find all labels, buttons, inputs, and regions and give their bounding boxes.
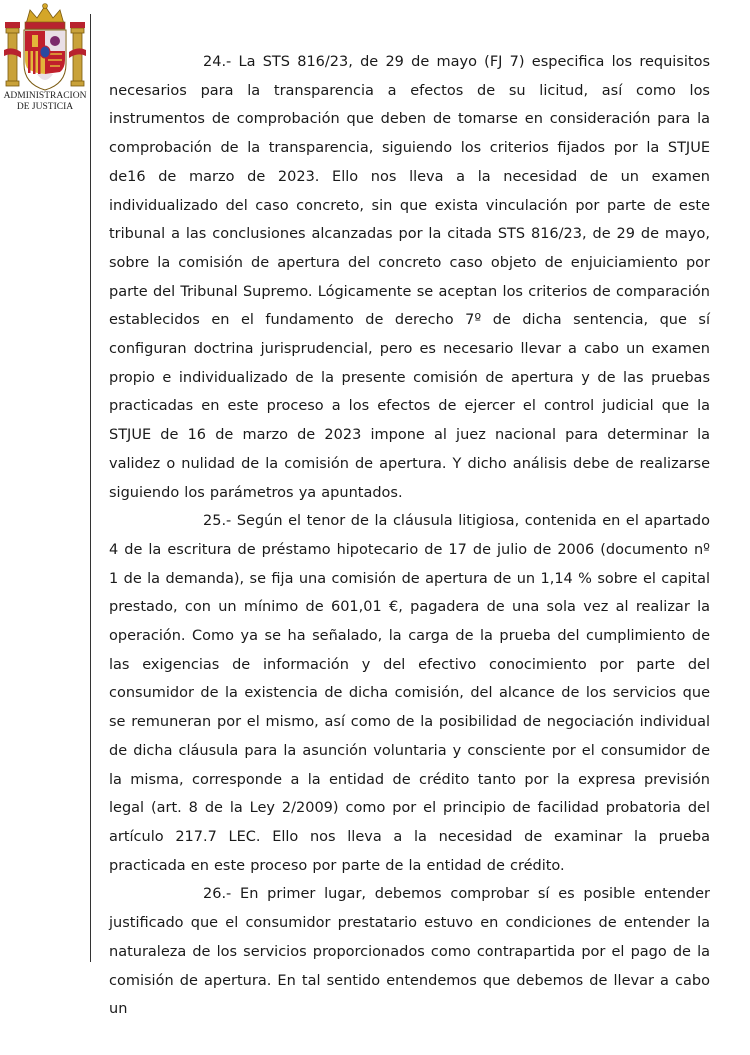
org-name-line2: DE JUSTICIA xyxy=(16,102,74,112)
paragraph-25: 25.- Según el tenor de la cláusula litigiosa, contenida en el apartado 4 de la escritura de préstamo hipotecario de 17 de julio de 2006 (documento nº 1 de la demanda), se fija una comisión de apertura de un 1,14 % sobre el capital prestado, con un mínimo de 601,01 €, pagadera de una sola vez al realizar la operación. Como ya se ha señalado, la carga de la prueba del cumplimiento de las exigencias de información y del efectivo conocimiento por parte del consumidor de la existencia de dicha comisión, del alcance de los servicios que se remuneran por el mismo, así como de la posibilidad de negociación individual de dicha cláusula para la asunción voluntaria y consciente por el consumidor de la misma, corresponde a la entidad de crédito tanto por la expresa previsión legal (art. 8 de la Ley 2/2009) como por el principio de facilidad probatoria del artículo 217.7 LEC. Ello nos lleva a la necesidad de examinar la prueba practicada en este proceso por parte de la entidad de crédito. xyxy=(109,513,710,874)
margin-divider xyxy=(90,14,91,962)
org-name-line1: ADMINISTRACION xyxy=(3,91,87,101)
document-body xyxy=(109,48,710,1024)
coat-of-arms-logo xyxy=(0,0,90,118)
paragraph-24: 24.- La STS 816/23, de 29 de mayo (FJ 7) especifica los requisitos necesarios para la transparencia a efectos de su licitud, así como los instrumentos de comprobación que deben de tomarse en consideración para la comprobación de la transparencia, siguiendo los criterios fijados por la STJUE de16 de marzo de 2023. Ello nos lleva a la necesidad de un examen individualizado del caso concreto, sin que exista vinculación por parte de este tribunal a las conclusiones alcanzadas por la citada STS 816/23, de 29 de mayo, sobre la comisión de apertura del concreto caso objeto de enjuiciamiento por parte del Tribunal Supremo. Lógicamente se aceptan los criterios de comparación establecidos en el fundamento de derecho 7º de dicha sentencia, que sí configuran doctrina jurisprudencial, pero es necesario llevar a cabo un examen propio e individualizado de la presente comisión de apertura y de las pruebas practicadas en este proceso a los efectos de ejercer el control judicial que la STJUE de 16 de marzo de 2023 impone al juez nacional para determinar la validez o nulidad de la comisión de apertura. Y dicho análisis debe de realizarse siguiendo los parámetros ya apuntados. xyxy=(109,54,710,501)
coat-of-arms-icon xyxy=(2,2,88,92)
paragraph-26: 26.- En primer lugar, debemos comprobar sí es posible entender justificado que el consumidor prestatario estuvo en condiciones de entender la naturaleza de los servicios proporcionados como contrapartida por el pago de la comisión de apertura. En tal sentido entendemos que debemos de llevar a cabo un xyxy=(109,886,710,1018)
